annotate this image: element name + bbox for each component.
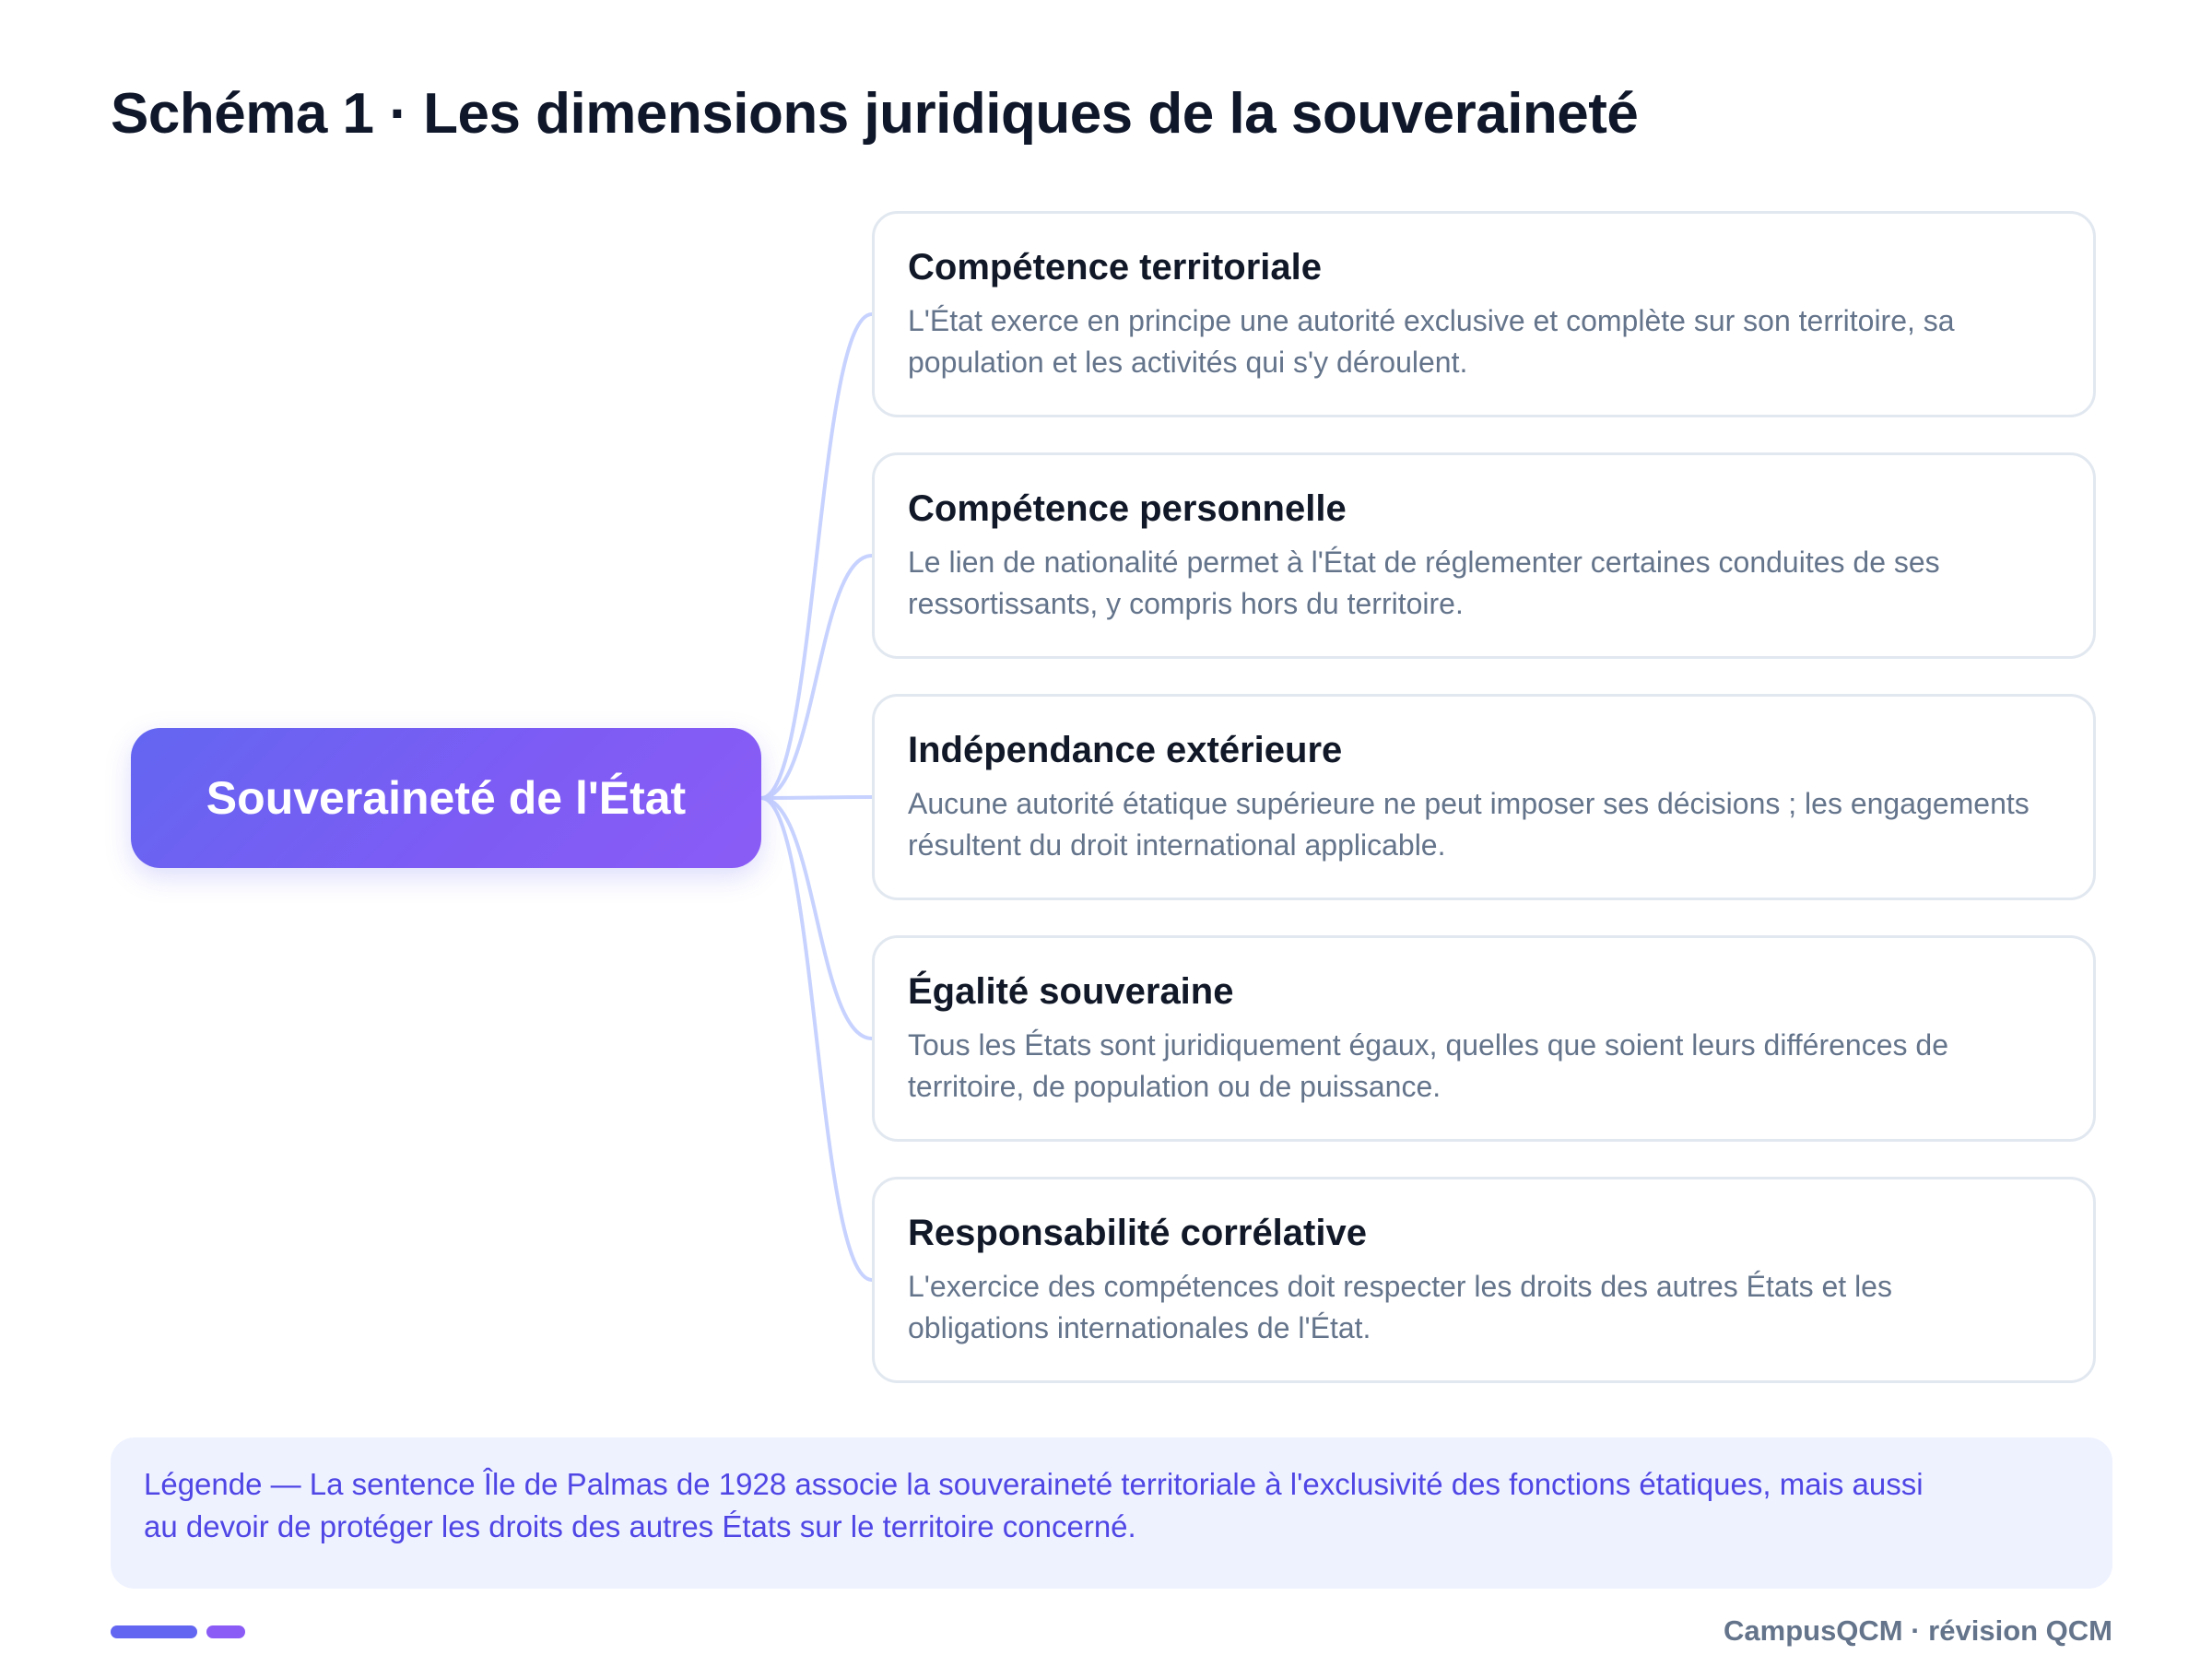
- branch-description: Aucune autorité étatique supérieure ne peut imposer ses décisions ; les engagements résultent du droit international applicable.: [908, 787, 2030, 862]
- diagram-title: Schéma 1 · Les dimensions juridiques de la souveraineté: [111, 82, 1639, 146]
- branch-description: L'exercice des compétences doit respecter les droits des autres États et les obligations internationales de l'État.: [908, 1270, 1892, 1344]
- branch-description: Le lien de nationalité permet à l'État de réglementer certaines conduites de ses ressortissants, y compris hors du territoire.: [908, 546, 1940, 620]
- branch-card-responsabilite-correlative: [872, 1177, 2096, 1383]
- footer-brand: CampusQCM · révision QCM: [1724, 1614, 2112, 1647]
- legend-text: Légende — La sentence Île de Palmas de 1928 associe la souveraineté territoriale à l'exclusivité des fonctions étatiques, mais aussi au devoir de protéger les droits des autres États sur le territoire concerné.: [144, 1467, 1924, 1543]
- legend-box: [111, 1437, 2112, 1589]
- branch-description: Tous les États sont juridiquement égaux, quelles que soient leurs différences de territoire, de population ou de puissance.: [908, 1028, 1948, 1103]
- accent-bar-secondary: [206, 1625, 245, 1638]
- branch-card-independance-exterieure: [872, 694, 2096, 900]
- branch-title: Compétence territoriale: [908, 247, 1323, 287]
- connector-line-4: [761, 798, 872, 1038]
- branch-card-egalite-souveraine: [872, 935, 2096, 1142]
- connector-line-5: [761, 798, 872, 1280]
- branch-title: Indépendance extérieure: [908, 730, 1343, 770]
- root-node-label: Souveraineté de l'État: [206, 772, 687, 824]
- root-node: [131, 728, 761, 868]
- branch-title: Responsabilité corrélative: [908, 1213, 1367, 1253]
- connector-line-3: [761, 797, 872, 798]
- branch-title: Compétence personnelle: [908, 488, 1347, 529]
- branch-description: L'État exerce en principe une autorité exclusive et complète sur son territoire, sa population et les activités qui s'y déroulent.: [908, 304, 1955, 379]
- branch-title: Égalité souveraine: [908, 971, 1234, 1012]
- branch-card-competence-territoriale: [872, 211, 2096, 417]
- connector-line-2: [761, 556, 872, 798]
- accent-bar-primary: [111, 1625, 197, 1638]
- connector-line-1: [761, 314, 872, 798]
- branch-card-competence-personnelle: [872, 452, 2096, 659]
